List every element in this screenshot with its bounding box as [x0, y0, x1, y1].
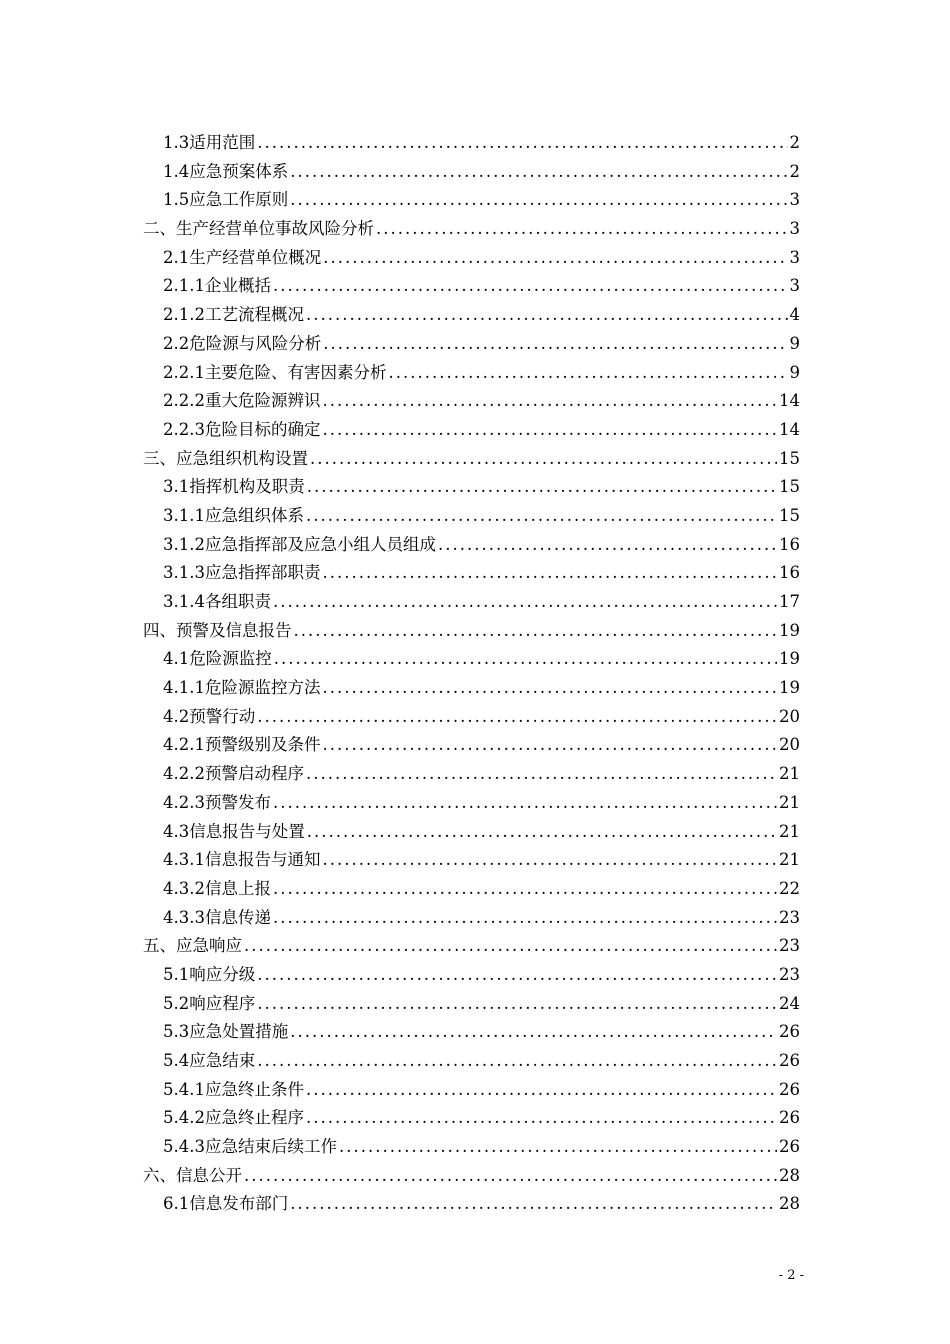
toc-entry-title: 2.2.2重大危险源辨识 [163, 391, 321, 411]
dot-leader [323, 244, 787, 273]
toc-entry-page: 9 [789, 333, 800, 353]
toc-entry-title: 3.1.1应急组织体系 [163, 505, 304, 525]
toc-entry[interactable] [0, 1018, 950, 1047]
dot-leader [322, 559, 777, 588]
toc-entry[interactable] [0, 1133, 950, 1162]
dot-leader [257, 129, 787, 158]
toc-entry-title: 4.2.3预警发布 [163, 792, 271, 812]
toc-entry-page: 19 [779, 649, 800, 669]
toc-entry[interactable] [0, 186, 950, 215]
toc-entry-page: 26 [779, 1079, 800, 1099]
dot-leader [244, 1162, 777, 1191]
toc-entry-title: 四、预警及信息报告 [143, 620, 292, 640]
toc-entry-page: 2 [789, 161, 800, 181]
toc-entry-title: 三、应急组织机构设置 [143, 448, 308, 468]
dot-leader [306, 502, 777, 531]
toc-entry-title: 5.4.2应急终止程序 [163, 1108, 304, 1128]
toc-entry-title: 3.1.4各组职责 [163, 592, 271, 611]
toc-entry[interactable] [0, 359, 950, 388]
toc-entry-title: 2.2.3危险目标的确定 [163, 419, 321, 439]
toc-entry-title: 二、生产经营单位事故风险分析 [143, 219, 374, 239]
toc-entry-title: 5.1响应分级 [163, 964, 256, 984]
dot-leader [306, 1076, 777, 1105]
toc-entry-page: 24 [779, 993, 800, 1013]
toc-entry[interactable] [0, 244, 950, 273]
toc-entry-title: 1.4应急预案体系 [163, 161, 289, 181]
toc-entry-title: 2.2.1主要危险、有害因素分析 [163, 362, 387, 382]
toc-entry[interactable] [0, 1104, 950, 1133]
toc-entry[interactable] [0, 330, 950, 359]
dot-leader [294, 617, 778, 646]
toc-entry-page: 15 [779, 505, 800, 525]
toc-entry[interactable] [0, 990, 950, 1019]
toc-entry[interactable] [0, 416, 950, 445]
toc-entry-page: 20 [779, 735, 800, 755]
dot-leader [273, 904, 777, 933]
toc-entry[interactable] [0, 932, 950, 961]
dot-leader [257, 990, 777, 1019]
dot-leader [306, 1104, 777, 1133]
toc-entry-page: 21 [779, 850, 800, 870]
toc-entry[interactable] [0, 215, 950, 244]
toc-entry-page: 3 [789, 219, 800, 239]
toc-entry-title: 3.1.3应急指挥部职责 [163, 563, 321, 583]
toc-entry-title: 6.1信息发布部门 [163, 1194, 289, 1214]
toc-entry-page: 16 [779, 534, 800, 554]
toc-entry[interactable] [0, 502, 950, 531]
toc-entry[interactable] [0, 301, 950, 330]
toc-entry-title: 4.1.1危险源监控方法 [163, 678, 321, 698]
dot-leader [274, 645, 777, 674]
toc-entry-page: 4 [789, 305, 800, 325]
toc-entry[interactable] [0, 961, 950, 990]
dot-leader [307, 818, 777, 847]
toc-entry-page: 23 [779, 936, 800, 956]
toc-entry[interactable] [0, 846, 950, 875]
toc-entry-page: 26 [779, 1108, 800, 1128]
dot-leader [306, 301, 788, 330]
toc-entry-title: 5.4应急结束 [163, 1051, 256, 1070]
toc-entry[interactable] [0, 1047, 950, 1076]
toc-entry[interactable] [0, 645, 950, 674]
table-of-contents [0, 129, 950, 1219]
toc-entry-page: 15 [779, 448, 800, 468]
toc-entry-title: 5.2响应程序 [163, 993, 256, 1013]
toc-entry-title: 4.3.2信息上报 [163, 878, 271, 898]
toc-entry-page: 23 [779, 964, 800, 984]
toc-entry-page: 16 [779, 563, 800, 583]
toc-entry-title: 4.2预警行动 [163, 706, 256, 726]
toc-entry-page: 22 [779, 878, 800, 898]
toc-entry[interactable] [0, 875, 950, 904]
toc-entry-title: 4.1危险源监控 [163, 649, 272, 669]
toc-entry-page: 26 [779, 1051, 800, 1070]
dot-leader [322, 387, 777, 416]
dot-leader [323, 330, 787, 359]
dot-leader [310, 445, 777, 474]
toc-entry-page: 3 [789, 276, 800, 296]
dot-leader [322, 674, 777, 703]
toc-entry[interactable] [0, 445, 950, 474]
toc-entry-page: 2 [789, 133, 800, 152]
page-number: - 2 - [778, 1268, 804, 1283]
dot-leader [273, 789, 777, 818]
toc-entry-page: 17 [779, 592, 800, 611]
dot-leader [339, 1133, 777, 1162]
toc-entry[interactable] [0, 703, 950, 732]
toc-entry[interactable] [0, 818, 950, 847]
toc-entry[interactable] [0, 129, 950, 158]
dot-leader [244, 932, 777, 961]
toc-entry-page: 9 [789, 362, 800, 382]
dot-leader [273, 588, 777, 617]
toc-entry-title: 5.4.1应急终止条件 [163, 1079, 304, 1099]
toc-entry-title: 5.3应急处置措施 [163, 1022, 289, 1042]
toc-entry-title: 5.4.3应急结束后续工作 [163, 1137, 337, 1157]
toc-entry[interactable] [0, 789, 950, 818]
dot-leader [322, 731, 777, 760]
toc-entry-page: 19 [779, 620, 800, 640]
toc-entry-page: 20 [779, 706, 800, 726]
dot-leader [376, 215, 788, 244]
dot-leader [273, 272, 788, 301]
dot-leader [322, 846, 777, 875]
toc-entry-page: 14 [779, 419, 800, 439]
toc-entry-title: 六、信息公开 [143, 1165, 242, 1185]
toc-entry-title: 4.3信息报告与处置 [163, 821, 305, 841]
toc-entry[interactable] [0, 617, 950, 646]
toc-entry-title: 4.3.1信息报告与通知 [163, 850, 321, 870]
toc-entry[interactable] [0, 760, 950, 789]
toc-entry-page: 28 [779, 1165, 800, 1185]
dot-leader [257, 1047, 777, 1076]
toc-entry[interactable] [0, 387, 950, 416]
toc-entry-title: 4.3.3信息传递 [163, 907, 271, 927]
toc-entry-title: 3.1指挥机构及职责 [163, 477, 305, 497]
toc-entry[interactable] [0, 559, 950, 588]
toc-entry-title: 3.1.2应急指挥部及应急小组人员组成 [163, 534, 436, 554]
toc-entry[interactable] [0, 1190, 950, 1219]
toc-entry[interactable] [0, 531, 950, 560]
toc-entry[interactable] [0, 1076, 950, 1105]
toc-entry[interactable] [0, 272, 950, 301]
toc-entry-title: 4.2.2预警启动程序 [163, 764, 304, 784]
toc-entry-page: 3 [789, 190, 800, 210]
dot-leader [306, 760, 777, 789]
toc-entry-page: 3 [789, 247, 800, 267]
toc-entry[interactable] [0, 588, 950, 617]
toc-entry-page: 21 [779, 821, 800, 841]
toc-entry[interactable] [0, 1162, 950, 1191]
toc-entry-title: 2.1.1企业概括 [163, 276, 271, 296]
dot-leader [290, 1018, 777, 1047]
dot-leader [290, 186, 787, 215]
toc-entry-page: 15 [779, 477, 800, 497]
toc-entry-page: 28 [779, 1194, 800, 1214]
toc-entry[interactable] [0, 473, 950, 502]
dot-leader [322, 416, 777, 445]
toc-entry-page: 14 [779, 391, 800, 411]
toc-entry-title: 2.2危险源与风险分析 [163, 333, 322, 353]
toc-entry-title: 2.1.2工艺流程概况 [163, 305, 304, 325]
dot-leader [438, 531, 777, 560]
dot-leader [273, 875, 777, 904]
toc-entry-page: 26 [779, 1137, 800, 1157]
toc-entry-page: 26 [779, 1022, 800, 1042]
dot-leader [388, 359, 787, 388]
dot-leader [257, 961, 777, 990]
toc-entry[interactable] [0, 674, 950, 703]
toc-entry-title: 五、应急响应 [143, 936, 242, 956]
dot-leader [290, 158, 787, 187]
toc-entry-title: 4.2.1预警级别及条件 [163, 735, 321, 755]
toc-entry-page: 19 [779, 678, 800, 698]
toc-entry[interactable] [0, 904, 950, 933]
dot-leader [290, 1190, 777, 1219]
toc-entry-page: 21 [779, 764, 800, 784]
toc-entry-title: 1.5应急工作原则 [163, 190, 289, 210]
toc-entry[interactable] [0, 731, 950, 760]
toc-entry[interactable] [0, 158, 950, 187]
toc-entry-title: 1.3适用范围 [163, 133, 256, 152]
dot-leader [257, 703, 777, 732]
toc-entry-page: 23 [779, 907, 800, 927]
dot-leader [307, 473, 777, 502]
toc-entry-title: 2.1生产经营单位概况 [163, 247, 322, 267]
toc-entry-page: 21 [779, 792, 800, 812]
